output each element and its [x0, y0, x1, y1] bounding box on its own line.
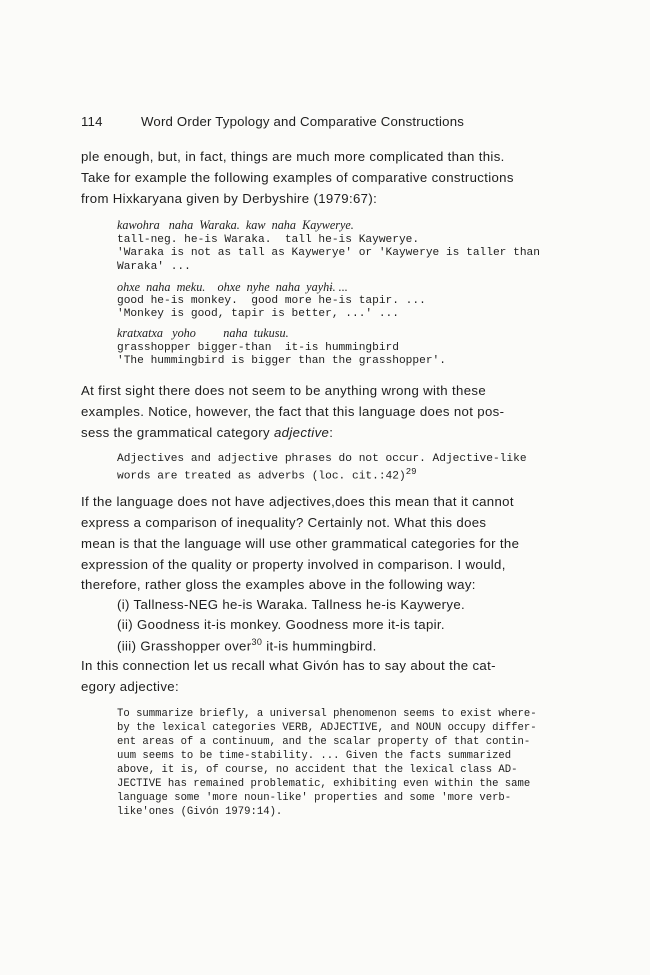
example-gloss: tall-neg. he-is Waraka. tall he-is Kaywerye. — [117, 234, 420, 246]
body-line: express a comparison of inequality? Certainly not. What this does — [81, 515, 487, 530]
example-source: ohxe naha meku. ohxe nyhe naha yayhɨ. ... — [117, 280, 348, 294]
block-quote-line: JECTIVE has remained problematic, exhibiting even within the same — [117, 778, 531, 790]
body-line: therefore, rather gloss the examples above in the following way: — [81, 577, 476, 592]
body-line: ple enough, but, in fact, things are much more complicated than this. — [81, 149, 505, 164]
gloss-text: (iii) Grasshopper over — [117, 638, 252, 654]
example-translation: 'Waraka is not as tall as Kaywerye' or 'Kaywerye is taller than — [117, 247, 540, 259]
gloss-line: (i) Tallness-NEG he-is Waraka. Tallness he-is Kaywerye. — [117, 597, 466, 612]
running-header — [81, 114, 464, 129]
block-quote-line: language some 'more noun-like' properties and some 'more verb- — [117, 792, 512, 804]
body-text: : — [329, 425, 334, 440]
example-gloss: grasshopper bigger-than it-is hummingbird — [117, 342, 399, 354]
gloss-text: it-is hummingbird. — [262, 638, 377, 654]
body-line: from Hixkaryana given by Derbyshire (1979:67): — [81, 191, 378, 206]
gloss-line: (ii) Goodness it-is monkey. Goodness more it-is tapir. — [117, 617, 445, 632]
body-text: sess the grammatical category — [81, 425, 274, 440]
body-line: mean is that the language will use other grammatical categories for the — [81, 536, 520, 551]
term-adjective: adjective — [274, 425, 330, 440]
body-line — [81, 425, 333, 440]
block-quote-line — [117, 467, 417, 483]
example-translation: 'The hummingbird is bigger than the grasshopper'. — [117, 355, 446, 367]
example-source: kawohra naha Waraka. kaw naha Kaywerye. — [117, 218, 354, 232]
example-source: kratxatxa yoho naha tukusu. — [117, 326, 289, 340]
body-line: Take for example the following examples of comparative constructions — [81, 170, 514, 185]
example-translation: 'Monkey is good, tapir is better, ...' ... — [117, 308, 399, 320]
body-line: egory adjective: — [81, 679, 179, 694]
body-line: At first sight there does not seem to be anything wrong with these — [81, 383, 487, 398]
block-quote-line: by the lexical categories VERB, ADJECTIVE, and NOUN occupy differ- — [117, 722, 537, 734]
example-translation: Waraka' ... — [117, 261, 191, 273]
block-quote-line: To summarize briefly, a universal phenomenon seems to exist where- — [117, 708, 537, 720]
footnote-marker: 30 — [251, 637, 263, 647]
body-line: In this connection let us recall what Givón has to say about the cat- — [81, 658, 496, 673]
block-quote-line: like'ones (Givón 1979:14). — [117, 806, 283, 818]
block-quote-text: words are treated as adverbs (loc. cit.:42) — [117, 470, 406, 483]
block-quote-line: uum seems to be time-stability. ... Given the facts summarized — [117, 750, 512, 762]
running-title: Word Order Typology and Comparative Constructions — [141, 114, 465, 129]
body-line: examples. Notice, however, the fact that this language does not pos- — [81, 404, 505, 419]
body-line: If the language does not have adjectives,does this mean that it cannot — [81, 494, 514, 509]
block-quote-line: above, it is, of course, no accident that the lexical class AD- — [117, 764, 518, 776]
block-quote-line: Adjectives and adjective phrases do not occur. Adjective-like — [117, 453, 527, 465]
example-gloss: good he-is monkey. good more he-is tapir. ... — [117, 295, 426, 307]
page-number: 114 — [81, 114, 103, 129]
gloss-line — [117, 637, 377, 653]
footnote-marker: 29 — [405, 467, 417, 477]
body-line: expression of the quality or property involved in comparison. I would, — [81, 557, 506, 572]
block-quote-line: ent areas of a continuum, and the scalar property of that contin- — [117, 736, 531, 748]
